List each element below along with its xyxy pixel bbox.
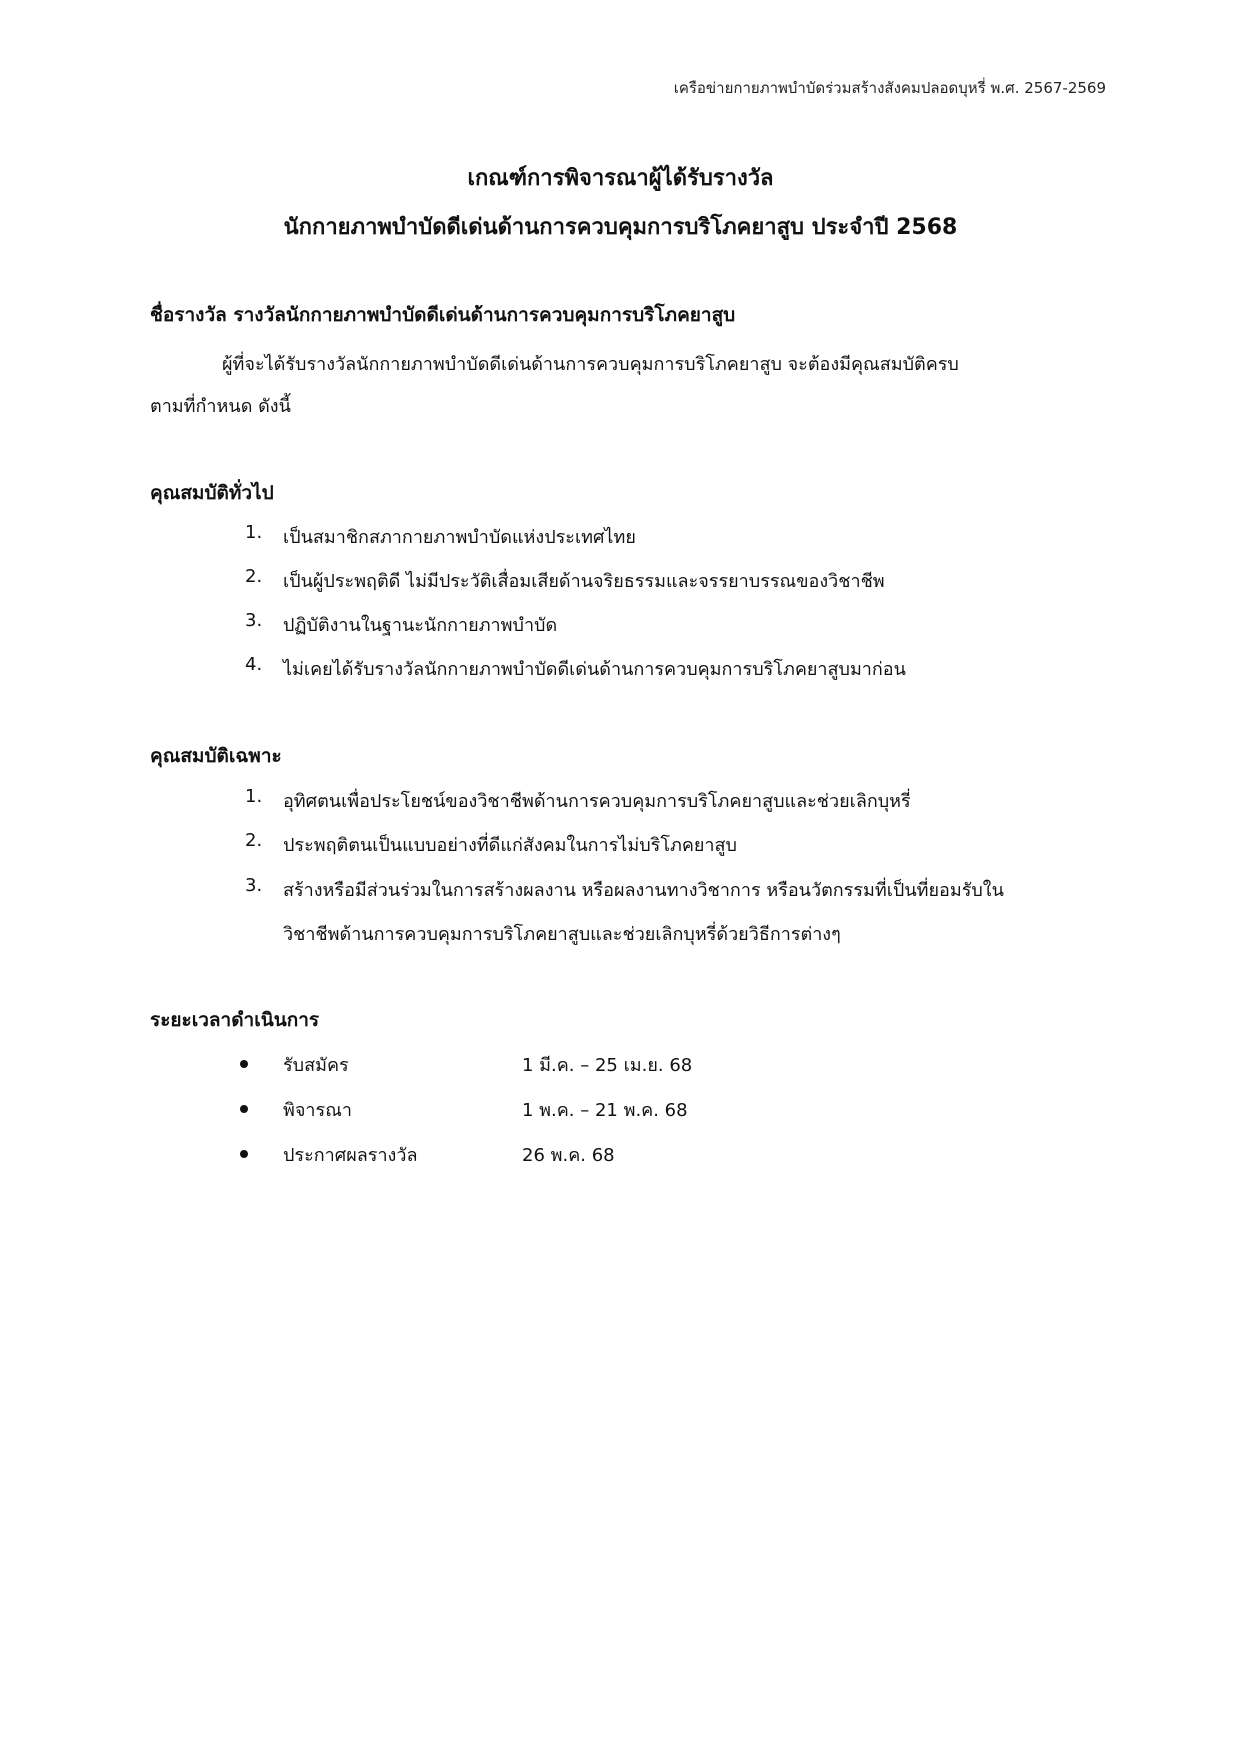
schedule-item-date: 26 พ.ค. 68 <box>522 1145 615 1166</box>
document-title-line-1: เกณฑ์การพิจารณาผู้ได้รับรางวัล <box>467 166 774 191</box>
schedule-item-label: รับสมัคร <box>283 1055 349 1076</box>
schedule-item-label: ประกาศผลรางวัล <box>283 1145 418 1166</box>
bullet-icon <box>240 1060 248 1068</box>
list-item-number: 3. <box>245 875 263 896</box>
list-item-number: 3. <box>245 610 263 631</box>
list-item-continuation: วิชาชีพด้านการควบคุมการบริโภคยาสูบและช่วยเลิกบุหรี่ด้วยวิธีการต่างๆ <box>283 924 841 945</box>
list-item-number: 2. <box>245 830 263 851</box>
list-item: อุทิศตนเพื่อประโยชน์ของวิชาชีพด้านการควบคุมการบริโภคยาสูบและช่วยเลิกบุหรี่ <box>283 791 911 812</box>
schedule-item-date: 1 พ.ค. – 21 พ.ค. 68 <box>522 1100 688 1121</box>
award-name-heading: ชื่อรางวัล รางวัลนักกายภาพบำบัดดีเด่นด้านการควบคุมการบริโภคยาสูบ <box>150 304 736 326</box>
list-item-number: 2. <box>245 566 263 587</box>
award-intro-line-2: ตามที่กำหนด ดังนี้ <box>150 396 291 417</box>
schedule-item-label: พิจารณา <box>283 1100 352 1121</box>
schedule-heading: ระยะเวลาดำเนินการ <box>150 1009 320 1031</box>
list-item-number: 1. <box>245 522 263 543</box>
list-item: เป็นสมาชิกสภากายภาพบำบัดแห่งประเทศไทย <box>283 527 636 548</box>
list-item: สร้างหรือมีส่วนร่วมในการสร้างผลงาน หรือผลงานทางวิชาการ หรือนวัตกรรมที่เป็นที่ยอมรับใน <box>283 880 1004 901</box>
list-item-number: 4. <box>245 654 263 675</box>
bullet-icon <box>240 1105 248 1113</box>
list-item: ประพฤติตนเป็นแบบอย่างที่ดีแก่สังคมในการไม่บริโภคยาสูบ <box>283 835 737 856</box>
document-title-line-2: นักกายภาพบำบัดดีเด่นด้านการควบคุมการบริโภคยาสูบ ประจำปี 2568 <box>283 215 958 240</box>
list-item: ไม่เคยได้รับรางวัลนักกายภาพบำบัดดีเด่นด้านการควบคุมการบริโภคยาสูบมาก่อน <box>283 659 906 680</box>
list-item: เป็นผู้ประพฤติดี ไม่มีประวัติเสื่อมเสียด้านจริยธรรมและจรรยาบรรณของวิชาชีพ <box>283 571 885 592</box>
running-header: เครือข่ายกายภาพบำบัดร่วมสร้างสังคมปลอดบุหรี่ พ.ศ. 2567-2569 <box>673 79 1106 97</box>
specific-qualifications-heading: คุณสมบัติเฉพาะ <box>150 745 282 767</box>
list-item: ปฏิบัติงานในฐานะนักกายภาพบำบัด <box>283 615 558 636</box>
schedule-item-date: 1 มี.ค. – 25 เม.ย. 68 <box>522 1055 693 1076</box>
award-intro-line-1: ผู้ที่จะได้รับรางวัลนักกายภาพบำบัดดีเด่นด้านการควบคุมการบริโภคยาสูบ จะต้องมีคุณสมบัติครบ <box>222 354 959 375</box>
bullet-icon <box>240 1150 248 1158</box>
list-item-number: 1. <box>245 786 263 807</box>
general-qualifications-heading: คุณสมบัติทั่วไป <box>150 482 274 504</box>
